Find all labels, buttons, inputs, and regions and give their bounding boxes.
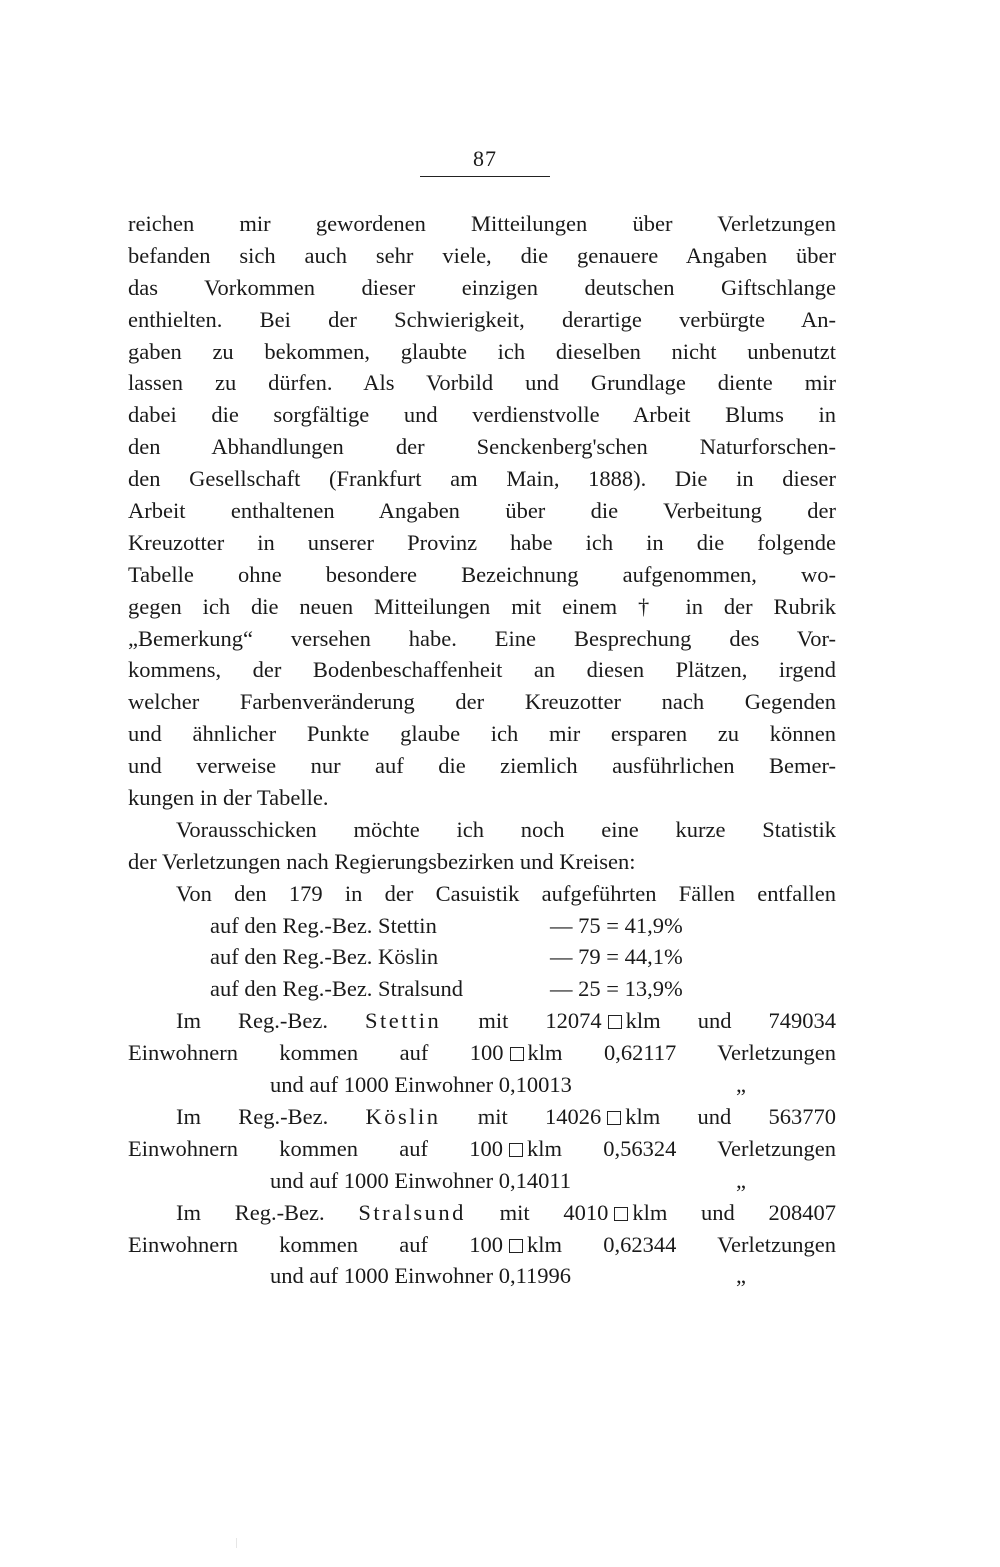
text-line: reichen mir gewordenen Mitteilungen über Verletzungen (128, 211, 836, 236)
text-line: befanden sich auch sehr viele, die genauere Angaben über (128, 242, 836, 268)
text-line: und ähnlicher Punkte glaube ich mir ersparen zu können (128, 721, 836, 747)
koslin-name: Köslin (365, 1103, 441, 1129)
square-symbol-icon (509, 1239, 523, 1253)
text-line: kungen in der Tabelle. (128, 785, 329, 811)
stralsund-area: mit 4010 (499, 1199, 609, 1225)
stettin-rate-population: und auf 1000 Einwohner 0,10013 (270, 1072, 572, 1098)
text-line: gaben zu bekommen, glaubte ich dieselben nicht unbenutzt (128, 338, 836, 364)
stettin-line-2 (128, 1037, 836, 1069)
stralsund-line-3 (128, 1260, 836, 1292)
koslin-rate-prefix: Einwohnern kommen auf 100 (128, 1135, 504, 1161)
koslin-line-2 (128, 1133, 836, 1165)
ditto-mark: „ (736, 1263, 746, 1289)
stralsund-name: Stralsund (358, 1199, 466, 1225)
text-line: kommens, der Bodenbeschaffenheit an diesen Plätzen, irgend (128, 657, 836, 683)
text-line: welcher Farbenveränderung der Kreuzotter nach Gegenden (128, 689, 836, 715)
stettin-rate-area: klm 0,62117 Verletzungen (527, 1040, 836, 1066)
text-line: gegen ich die neuen Mitteilungen mit einem † in der Rubrik (128, 593, 836, 619)
district-stat-stettin (128, 910, 836, 942)
text-line: und verweise nur auf die ziemlich ausführlichen Bemer- (128, 753, 836, 779)
koslin-area: mit 14026 (477, 1103, 602, 1129)
text-line: Arbeit enthaltenen Angaben über die Verbeitung der (128, 498, 836, 524)
district-stat-koslin (128, 941, 836, 973)
stettin-line-3 (128, 1069, 836, 1101)
stralsund-line-2 (128, 1229, 836, 1261)
square-symbol-icon (608, 1015, 622, 1029)
body-text (128, 208, 836, 1292)
text-line: den Abhandlungen der Senckenberg'schen Naturforschen- (128, 434, 836, 460)
square-symbol-icon (607, 1111, 621, 1125)
koslin-prefix: Im Reg.-Bez. (176, 1103, 329, 1129)
koslin-population: klm und 563770 (625, 1103, 836, 1129)
stralsund-prefix: Im Reg.-Bez. (176, 1199, 325, 1225)
text-line: „Bemerkung“ versehen habe. Eine Besprechung des Vor- (128, 625, 836, 651)
text-line: Kreuzotter in unserer Provinz habe ich in die folgende (128, 529, 836, 555)
stralsund-population: klm und 208407 (632, 1199, 837, 1225)
district-value: — 79 = 44,1% (550, 944, 683, 970)
stralsund-rate-area: klm 0,62344 Verletzungen (527, 1231, 836, 1257)
district-value: — 75 = 41,9% (550, 912, 683, 938)
district-label: auf den Reg.-Bez. Köslin (210, 944, 439, 970)
text-line: lassen zu dürfen. Als Vorbild und Grundlage diente mir (128, 370, 836, 396)
stettin-area: mit 12074 (478, 1008, 602, 1034)
stettin-name: Stettin (365, 1008, 442, 1034)
stralsund-rate-prefix: Einwohnern kommen auf 100 (128, 1231, 504, 1257)
koslin-line-3 (128, 1165, 836, 1197)
ditto-mark: „ (736, 1167, 746, 1193)
koslin-rate-area: klm 0,56324 Verletzungen (527, 1135, 836, 1161)
scan-artifact (236, 1538, 237, 1548)
square-symbol-icon (509, 1143, 523, 1157)
stettin-rate-prefix: Einwohnern kommen auf 100 (128, 1040, 504, 1066)
square-symbol-icon (614, 1207, 628, 1221)
text-line: Vorausschicken möchte ich noch eine kurze Statistik (176, 816, 836, 842)
ditto-mark: „ (736, 1072, 746, 1098)
stettin-prefix: Im Reg.-Bez. (176, 1008, 328, 1034)
stralsund-rate-population: und auf 1000 Einwohner 0,11996 (270, 1263, 571, 1289)
district-stat-stralsund (128, 973, 836, 1005)
text-line: das Vorkommen dieser einzigen deutschen Giftschlange (128, 274, 836, 300)
page-number: 87 (473, 146, 497, 171)
text-line: Von den 179 in der Casuistik aufgeführten Fällen entfallen (176, 880, 836, 906)
koslin-rate-population: und auf 1000 Einwohner 0,14011 (270, 1167, 571, 1193)
text-line: Tabelle ohne besondere Bezeichnung aufgenommen, wo- (128, 561, 836, 587)
stettin-line-1 (128, 1005, 836, 1037)
text-line: den Gesellschaft (Frankfurt am Main, 1888). Die in dieser (128, 466, 836, 492)
text-line: dabei die sorgfältige und verdienstvolle Arbeit Blums in (128, 402, 836, 428)
text-line: enthielten. Bei der Schwierigkeit, derartige verbürgte An- (128, 306, 836, 332)
district-value: — 25 = 13,9% (550, 976, 683, 1002)
square-symbol-icon (510, 1047, 524, 1061)
district-label: auf den Reg.-Bez. Stettin (210, 912, 437, 938)
page-number-rule (420, 176, 550, 177)
district-label: auf den Reg.-Bez. Stralsund (210, 976, 464, 1002)
stettin-population: klm und 749034 (625, 1008, 836, 1034)
stralsund-line-1 (128, 1197, 836, 1229)
text-line: der Verletzungen nach Regierungsbezirken und Kreisen: (128, 848, 636, 874)
koslin-line-1 (128, 1101, 836, 1133)
